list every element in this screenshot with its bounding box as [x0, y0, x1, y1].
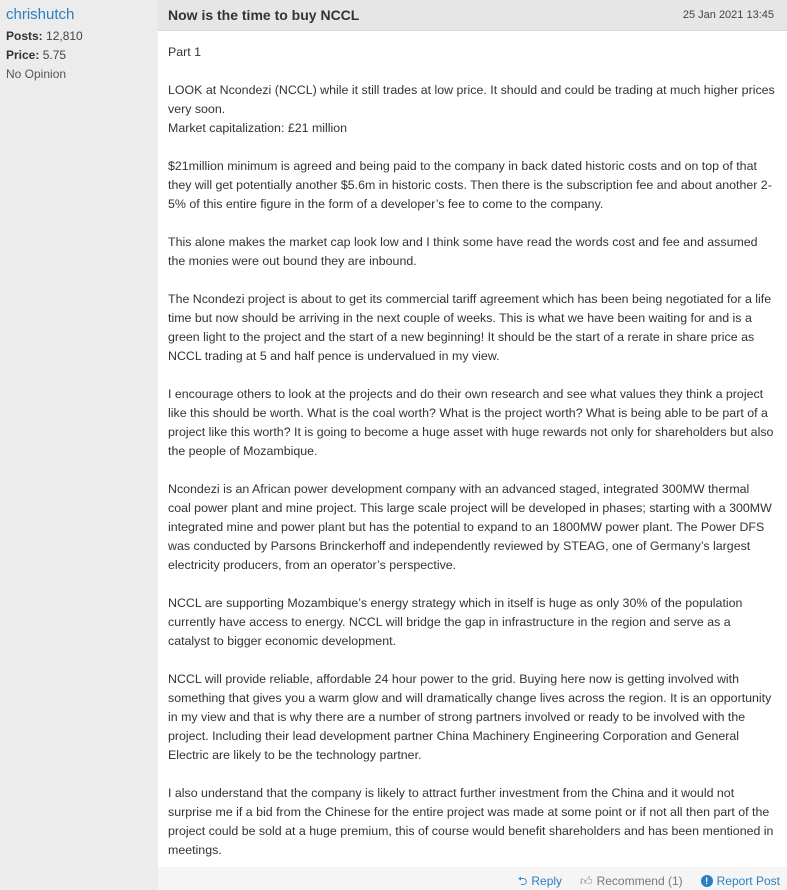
post-paragraph: Part 1: [168, 45, 202, 59]
posts-value: 12,810: [46, 29, 83, 43]
post-paragraph: The Ncondezi project is about to get its commercial tariff agreement which has been being negotiated for a life time but now should be arriving in the next couple of weeks. This is what we have been waiting for and is a green light to the project and the start of a new beginning! It should be the start of a rerate in share price as NCCL trading at 5 and half pence is undervalued in my view.: [168, 292, 772, 363]
thumbs-up-icon: 👍︎: [580, 874, 593, 888]
post-paragraph: I encourage others to look at the projects and do their own research and see what values they think a project like this should be worth. What is the coal worth? What is the project worth? What is being able to be part of a project like this worth? It is going to become a huge asset with huge rewards not only for shareholders but also the people of Mozambique.: [168, 387, 774, 458]
post-paragraph: This alone makes the market cap look low and I think some have read the words cost and fee and assumed the monies were out bound they are inbound.: [168, 235, 758, 268]
post-date: 25 Jan 2021 13:45: [682, 9, 774, 21]
posts-label: Posts:: [6, 29, 43, 43]
post-paragraph: I also understand that the company is likely to attract further investment from the China and it would not surprise me if a bid from the Chinese for the entire project was made at some point or if not all then part of the project could be sold at a huge premium, this of course would benefit shareholders and has been mentioned in meetings.: [168, 786, 774, 857]
post-paragraph-line: LOOK at Ncondezi (NCCL) while it still trades at low price. It should and could be trading at much higher prices very soon.: [168, 83, 775, 116]
post-paragraph: [168, 81, 775, 138]
report-label: Report Post: [716, 874, 780, 888]
post-paragraph-line: Market capitalization: £21 million: [168, 121, 348, 135]
author-opinion: No Opinion: [6, 67, 67, 81]
info-circle-icon: !: [701, 875, 713, 887]
price-label: Price:: [6, 48, 40, 62]
author-posts: [6, 27, 152, 46]
reply-label: Reply: [531, 874, 563, 888]
post-header: [158, 0, 787, 31]
reply-arrow-icon: ⮌: [517, 874, 528, 888]
post-paragraph: $21million minimum is agreed and being paid to the company in back dated historic costs and on top of that they will get potentially another $5.6m in historic costs. Then there is the subscription fee and about another 2-5% of this entire figure in the form of a developer’s fee to come to the company.: [168, 159, 772, 211]
post-paragraph: NCCL are supporting Mozambique’s energy strategy which in itself is huge as only 30% of the population currently have access to energy. NCCL will bridge the gap in infrastructure in the region and serve as a catalyst to bigger economic development.: [168, 596, 743, 648]
author-sidebar: [0, 0, 158, 890]
reply-button[interactable]: [518, 874, 562, 888]
post-paragraph: Ncondezi is an African power development company with an advanced staged, integrated 300MW thermal coal power plant and mine project. This large scale project will be developed in phases; starting with a 300MW integrated mine and power plant but has the potential to expand to an 1800MW power plant. The Power DFS was conducted by Parsons Brinckerhoff and independently reviewed by STEAG, one of Germany’s largest electricity producers, from an operator’s perspective.: [168, 482, 772, 572]
price-value: 5.75: [42, 48, 67, 62]
author-username-link[interactable]: chrishutch: [6, 6, 75, 23]
post-actions: [518, 874, 780, 888]
post-paragraph: NCCL will provide reliable, affordable 24 hour power to the grid. Buying here now is getting involved with something that gives you a warm glow and will dramatically change lives across the region. It is an opportunity in my view and that is why there are a number of strong partners involved or ready to be involved with the project. Including their lead development partner China Machinery Engineering Corporation and General Electric are likely to be the technology partner.: [168, 672, 772, 762]
post-title: Now is the time to buy NCCL: [168, 7, 360, 23]
author-price: [6, 46, 152, 65]
report-post-button[interactable]: [701, 874, 780, 888]
post-footer: [158, 867, 787, 890]
recommend-label: Recommend (1): [596, 874, 683, 888]
recommend-button[interactable]: [580, 874, 683, 888]
post-container: [158, 0, 787, 890]
post-body: [158, 31, 787, 867]
